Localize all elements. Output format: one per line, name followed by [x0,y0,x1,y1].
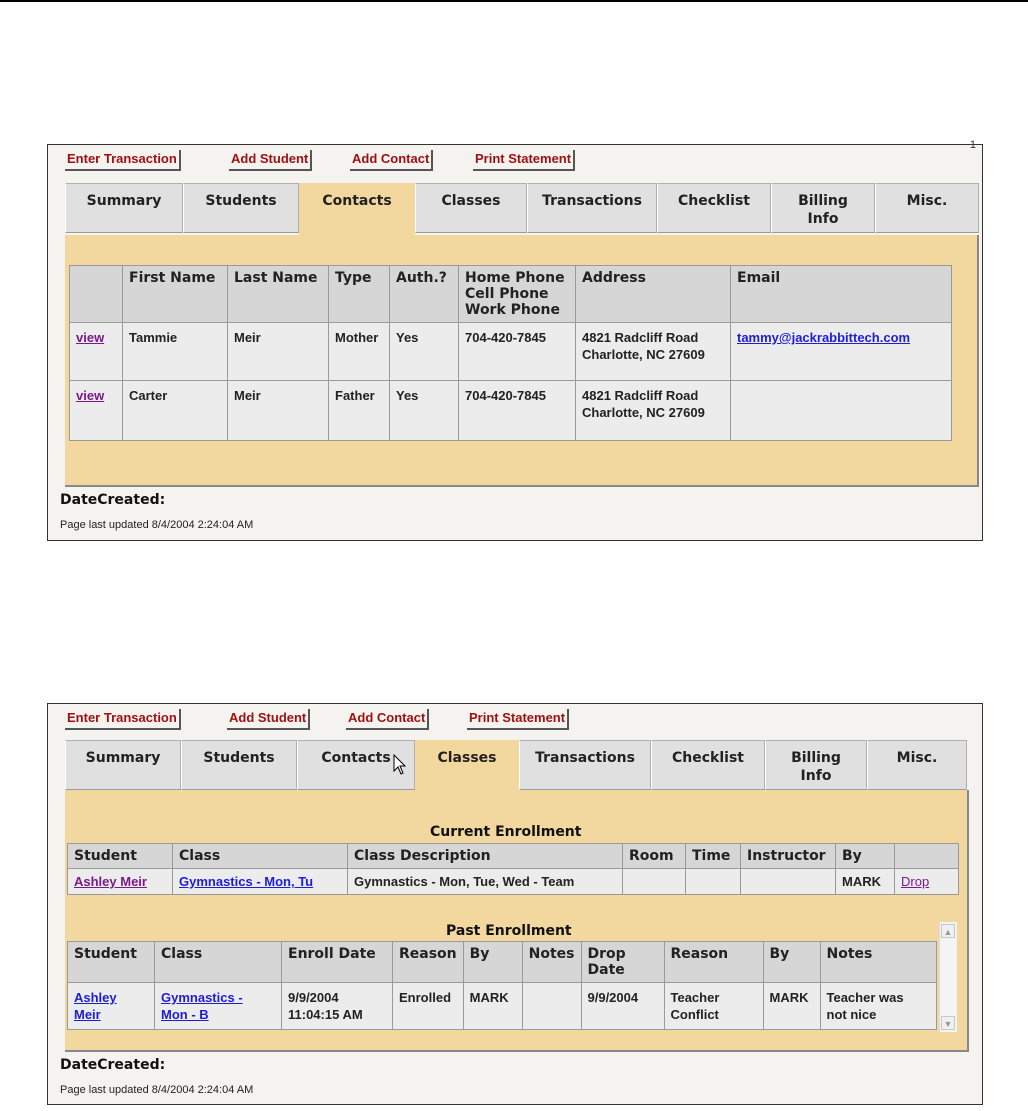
drop-reason-line1: Teacher [670,990,720,1005]
address-header: Address [576,266,731,323]
instructor-cell [741,869,836,895]
mouse-pointer-icon [393,754,407,776]
class-description-header: Class Description [348,844,623,869]
date-created-label: DateCreated: [60,492,166,508]
tab-label: Misc. [896,750,938,766]
address-line1: 4821 Radcliff Road [582,388,699,403]
student-link[interactable] [74,990,117,1022]
print-statement-button[interactable]: Print Statement [473,150,575,171]
tab-classes[interactable] [415,183,527,233]
tab-label: Transactions [535,750,635,766]
tab-classes[interactable] [415,740,519,792]
current-enrollment-title: Current Enrollment [430,824,582,840]
contacts-screenshot-panel [47,139,983,541]
instructor-header: Instructor [741,844,836,869]
enroll-date-line2: 11:04:15 AM [288,1007,363,1022]
class-link-line1: Gymnastics - [161,990,243,1005]
scroll-down-arrow-icon[interactable]: ▼ [941,1016,955,1030]
auth-cell: Yes [390,323,459,381]
class-link-line2: Mon - B [161,1007,209,1022]
phone-header-line1: Home Phone [465,270,565,286]
enter-transaction-button[interactable]: Enter Transaction [65,150,181,171]
corner-mark: 1 [969,139,976,151]
phone-cell: 704-420-7845 [459,381,576,441]
past-enrollment-table [67,941,937,1030]
table-row [68,869,959,895]
drop-notes-header: Notes [820,942,937,983]
view-cell [70,323,123,381]
page-last-updated: Page last updated 8/4/2004 2:24:04 AM [60,1084,254,1096]
by-cell: MARK [463,983,522,1030]
past-enrollment-scrollbar[interactable] [939,922,957,1032]
tab-label: Checklist [672,750,744,766]
last-name-cell: Meir [228,323,329,381]
room-cell [623,869,686,895]
phone-cell: 704-420-7845 [459,323,576,381]
type-cell: Father [329,381,390,441]
drop-date-header-line1: Drop [587,946,626,962]
first-name-header: First Name [123,266,228,323]
student-link[interactable]: Ashley Meir [74,874,147,889]
type-cell: Mother [329,323,390,381]
table-row [70,323,952,381]
phone-header [459,266,576,323]
drop-notes-cell [820,983,937,1030]
tab-label-line2: Info [800,768,832,784]
table-header-row [68,844,959,869]
tab-transactions[interactable] [527,183,657,233]
drop-by-cell: MARK [763,983,820,1030]
tab-label: Billing [798,193,848,209]
enroll-date-header: Enroll Date [282,942,393,983]
add-contact-button[interactable]: Add Contact [350,150,433,171]
tab-checklist[interactable] [657,183,771,233]
room-header: Room [623,844,686,869]
view-column-header [70,266,123,323]
phone-header-line3: Work Phone [465,302,560,318]
table-row [68,983,937,1030]
student-header: Student [68,942,155,983]
class-header: Class [155,942,282,983]
tab-label: Summary [86,193,162,209]
tab-billing-info[interactable] [771,183,875,233]
drop-date-header [581,942,664,983]
tab-label: Students [203,750,275,766]
last-name-cell: Meir [228,381,329,441]
auth-header: Auth.? [390,266,459,323]
print-statement-button[interactable]: Print Statement [467,709,569,730]
tab-transactions[interactable] [519,740,651,790]
class-link[interactable]: Gymnastics - Mon, Tu [179,874,314,889]
contacts-table [69,265,952,441]
class-header: Class [173,844,348,869]
by-cell: MARK [836,869,895,895]
tab-label: Billing [791,750,841,766]
action-header [895,844,959,869]
tab-label: Contacts [321,750,391,766]
view-link[interactable]: view [76,330,105,345]
auth-cell: Yes [390,381,459,441]
email-link[interactable]: tammy@jackrabbittech.com [737,330,911,345]
view-link[interactable]: view [76,388,105,403]
student-link-line1: Ashley [74,990,117,1005]
time-header: Time [686,844,741,869]
drop-reason-line2: Conflict [670,1007,719,1022]
address-line1: 4821 Radcliff Road [582,330,699,345]
student-cell [68,869,173,895]
tab-label: Classes [441,193,501,209]
student-link-line2: Meir [74,1007,101,1022]
classes-screenshot-panel [47,703,983,1105]
class-cell [155,983,282,1030]
view-cell [70,381,123,441]
drop-notes-line2: not nice [826,1007,877,1022]
tab-label: Summary [85,750,161,766]
tab-summary[interactable] [65,740,181,790]
first-name-cell: Carter [123,381,228,441]
tab-label: Misc. [906,193,948,209]
email-header: Email [731,266,952,323]
by-header: By [463,942,522,983]
tab-label: Checklist [678,193,750,209]
tab-label-line2: Info [807,211,839,227]
address-cell [576,381,731,441]
address-cell [576,323,731,381]
table-row [70,381,952,441]
table-header-row [70,266,952,323]
past-enrollment-title: Past Enrollment [446,923,572,939]
tab-students[interactable] [181,740,297,790]
class-link[interactable] [161,990,243,1022]
address-line2: Charlotte, NC 27609 [582,405,705,420]
tab-content-area [65,235,979,487]
student-cell [68,983,155,1030]
current-enrollment-table [67,843,959,895]
page-last-updated: Page last updated 8/4/2004 2:24:04 AM [60,519,254,531]
add-student-button[interactable]: Add Student [227,709,310,730]
email-cell [731,323,952,381]
tab-billing-info[interactable] [765,740,867,790]
by-header: By [836,844,895,869]
drop-reason-header: Reason [664,942,763,983]
drop-date-header-line2: Date [587,962,625,978]
enroll-date-cell [282,983,393,1030]
tab-summary[interactable] [65,183,183,233]
first-name-cell: Tammie [123,323,228,381]
tab-misc[interactable] [867,740,967,790]
drop-link[interactable]: Drop [901,874,930,889]
add-student-button[interactable]: Add Student [229,150,312,171]
notes-header: Notes [522,942,581,983]
tab-label: Students [205,193,277,209]
phone-header-line2: Cell Phone [465,286,549,302]
drop-notes-line1: Teacher was [826,990,904,1005]
table-header-row [68,942,937,983]
tab-contacts[interactable] [299,183,415,235]
time-cell [686,869,741,895]
student-header: Student [68,844,173,869]
last-name-header: Last Name [228,266,329,323]
drop-date-cell: 9/9/2004 [581,983,664,1030]
tab-label: Transactions [542,193,642,209]
drop-by-header: By [763,942,820,983]
scroll-up-arrow-icon[interactable]: ▲ [941,924,955,938]
top-border-line [0,0,1028,2]
class-description-cell: Gymnastics - Mon, Tue, Wed - Team [348,869,623,895]
date-created-label: DateCreated: [60,1057,166,1073]
email-cell [731,381,952,441]
tab-label: Contacts [322,193,392,209]
tab-misc[interactable] [875,183,979,233]
tab-students[interactable] [183,183,299,233]
address-line2: Charlotte, NC 27609 [582,347,705,362]
enter-transaction-button[interactable]: Enter Transaction [65,709,181,730]
tab-checklist[interactable] [651,740,765,790]
reason-header: Reason [393,942,464,983]
drop-reason-cell [664,983,763,1030]
class-cell [173,869,348,895]
tab-content-area [65,790,969,1052]
reason-cell: Enrolled [393,983,464,1030]
tab-label: Classes [437,750,497,766]
type-header: Type [329,266,390,323]
notes-cell [522,983,581,1030]
action-cell [895,869,959,895]
enroll-date-line1: 9/9/2004 [288,990,339,1005]
add-contact-button[interactable]: Add Contact [346,709,429,730]
